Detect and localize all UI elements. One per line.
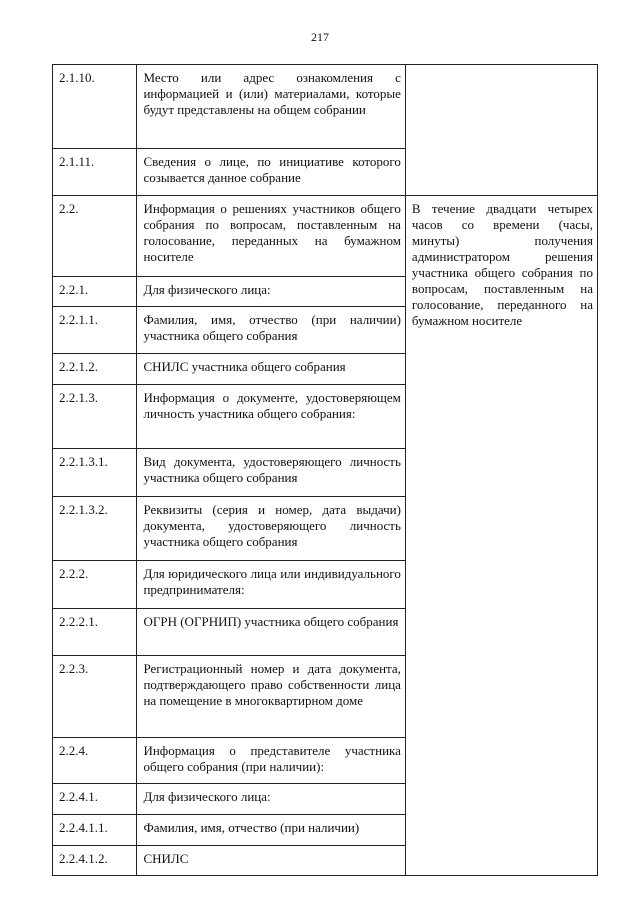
row-description: Для юридического лица или индивидуального предпринимателя:	[137, 561, 405, 609]
row-description: Фамилия, имя, отчество (при наличии)	[137, 815, 405, 846]
row-number: 2.2.4.1.	[53, 784, 137, 815]
row-description: Вид документа, удостоверяющего личность участника общего собрания	[137, 449, 405, 497]
row-number: 2.2.1.3.2.	[53, 497, 137, 561]
table-row	[53, 65, 598, 149]
row-description: Регистрационный номер и дата документа, подтверждающего право собственности лица на помещение в многоквартирном доме	[137, 656, 405, 738]
row-number: 2.2.1.3.	[53, 385, 137, 449]
page-number: 217	[311, 30, 329, 44]
row-number: 2.2.4.	[53, 738, 137, 784]
requirements-table	[52, 64, 598, 876]
row-number: 2.2.1.	[53, 277, 137, 307]
row-number: 2.2.1.3.1.	[53, 449, 137, 497]
row-number: 2.2.4.1.2.	[53, 846, 137, 876]
row-number: 2.2.1.1.	[53, 307, 137, 354]
row-description: ОГРН (ОГРНИП) участника общего собрания	[137, 609, 405, 656]
row-number: 2.2.2.	[53, 561, 137, 609]
row-description: Реквизиты (серия и номер, дата выдачи) документа, удостоверяющего личность участника общего собрания	[137, 497, 405, 561]
row-description: Сведения о лице, по инициативе которого созывается данное собрание	[137, 149, 405, 196]
row-number: 2.2.3.	[53, 656, 137, 738]
note-cell-empty	[405, 65, 597, 196]
row-description: СНИЛС участника общего собрания	[137, 354, 405, 385]
row-number: 2.2.	[53, 196, 137, 277]
deadline-note: В течение двадцати четырех часов со времени (часы, минуты) получения администратором решения участника общего собрания по вопросам, поставленным на голосование, переданного на бумажном носителе	[405, 196, 597, 876]
row-number: 2.2.4.1.1.	[53, 815, 137, 846]
row-description: Фамилия, имя, отчество (при наличии) участника общего собрания	[137, 307, 405, 354]
row-description: Для физического лица:	[137, 784, 405, 815]
table-row	[53, 196, 598, 277]
row-description: Информация о представителе участника общего собрания (при наличии):	[137, 738, 405, 784]
row-number: 2.2.2.1.	[53, 609, 137, 656]
row-description: Информация о решениях участников общего собрания по вопросам, поставленным на голосование, переданных на бумажном носителе	[137, 196, 405, 277]
row-description: Информация о документе, удостоверяющем личность участника общего собрания:	[137, 385, 405, 449]
row-number: 2.2.1.2.	[53, 354, 137, 385]
row-number: 2.1.10.	[53, 65, 137, 149]
row-description: Место или адрес ознакомления с информацией и (или) материалами, которые будут представлены на общем собрании	[137, 65, 405, 149]
row-description: Для физического лица:	[137, 277, 405, 307]
row-number: 2.1.11.	[53, 149, 137, 196]
row-description: СНИЛС	[137, 846, 405, 876]
